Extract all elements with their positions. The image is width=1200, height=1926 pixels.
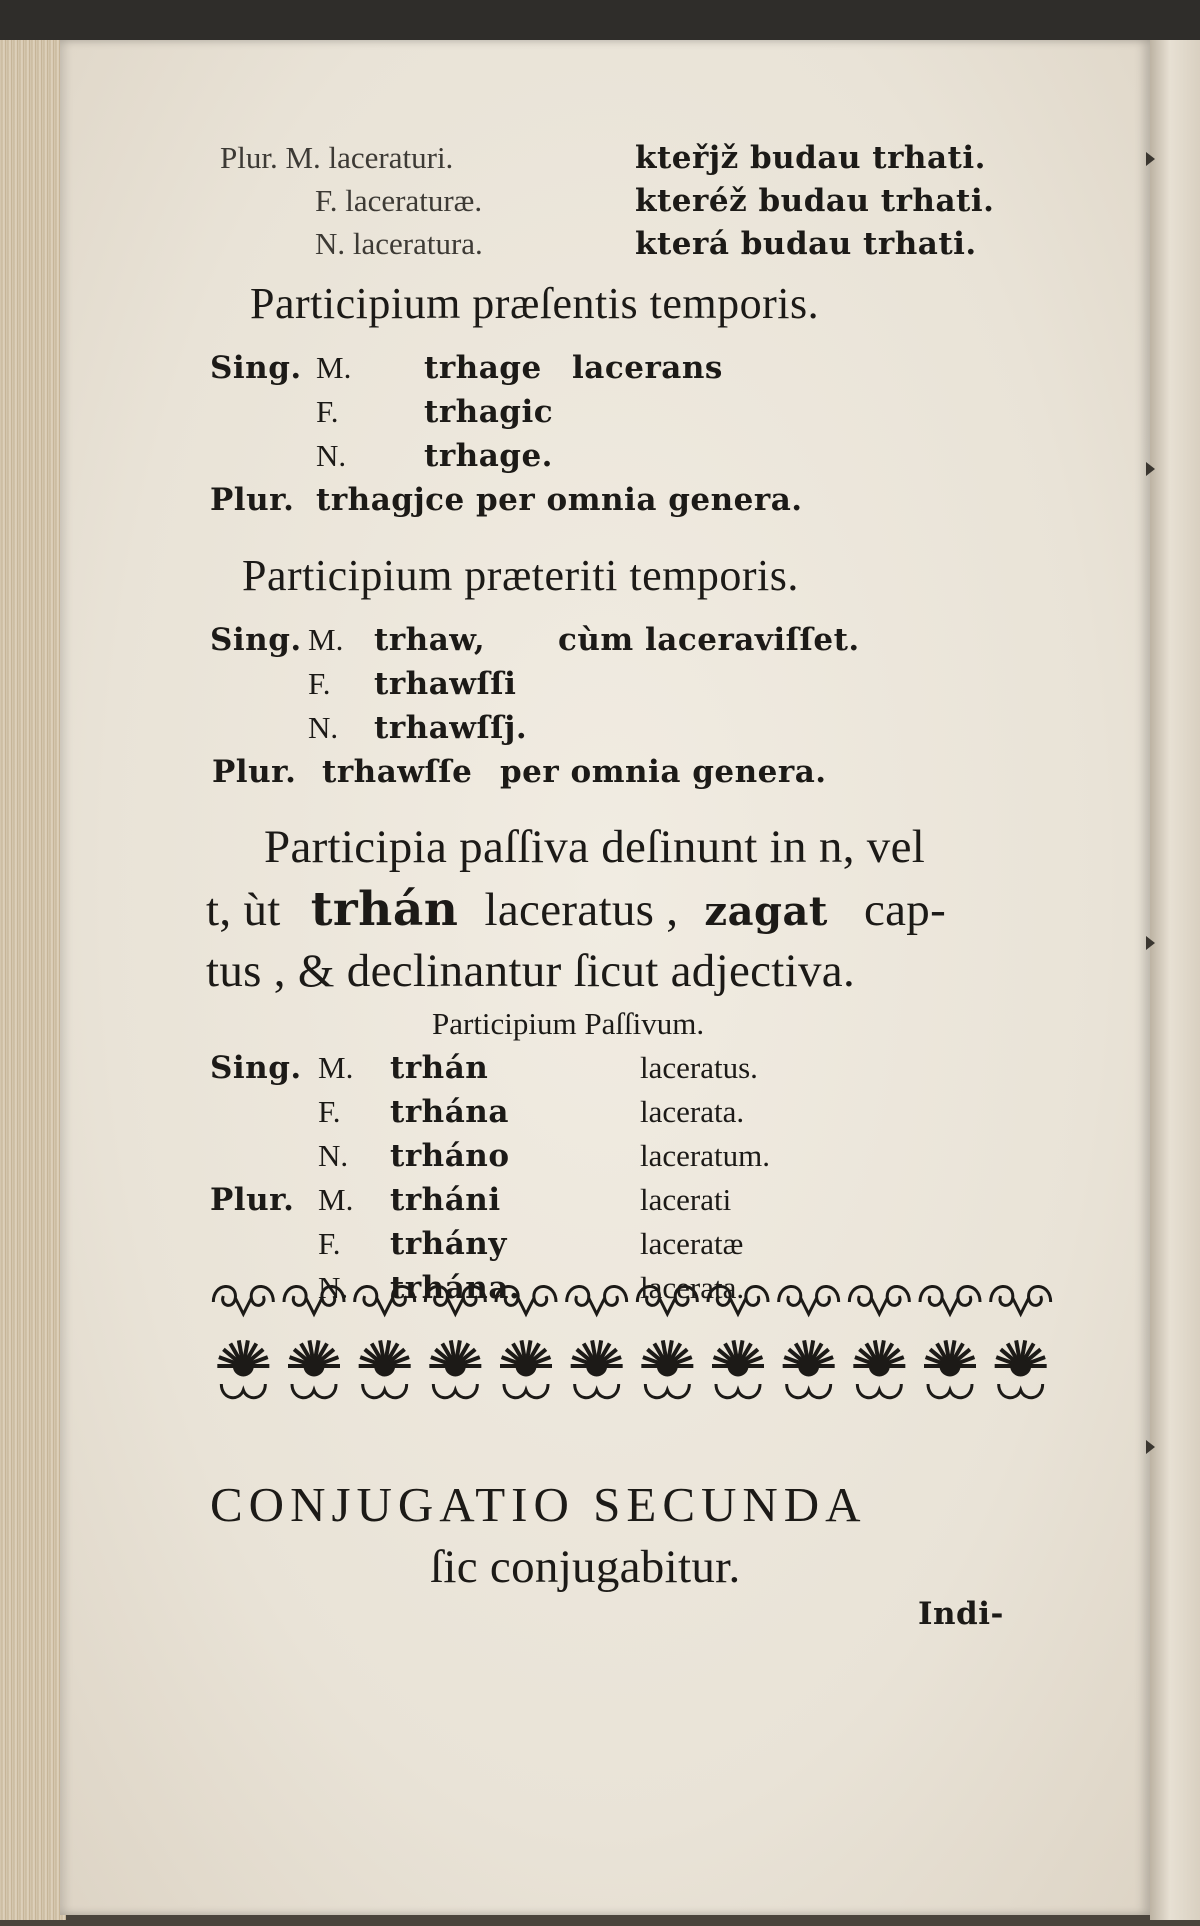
scroll-ornament-icon — [991, 1286, 1051, 1314]
passive-table-heading: Participium Paſſivum. — [432, 1006, 705, 1041]
passive-row-latin: lacerata. — [640, 1094, 745, 1129]
present-m-latin: lacerans — [572, 350, 723, 386]
passiva-zagat: zagat — [704, 888, 828, 935]
rosette-ornament-icon — [853, 1340, 905, 1397]
past-m-form: trhaw, — [374, 622, 486, 658]
rosette-ornament-icon — [924, 1340, 976, 1397]
passive-row-gender: F. — [318, 1226, 341, 1261]
passiva-trhan: trhán — [310, 882, 459, 937]
present-plur-note: per omnia genera. — [476, 482, 803, 518]
conjugatio-title: CONJUGATIO SECUNDA — [210, 1477, 867, 1532]
present-m-label: M. — [316, 350, 352, 385]
present-sing-label: Sing. — [210, 350, 302, 386]
passiva-laceratus: laceratus , — [484, 884, 679, 936]
scroll-ornament-icon — [425, 1286, 485, 1314]
catchword: Indi- — [918, 1596, 1004, 1632]
passive-row-form: trhán — [390, 1050, 489, 1086]
past-plur-form: trhawſſe — [322, 754, 473, 790]
passive-row-form: trhána. — [390, 1270, 521, 1306]
past-n-label: N. — [308, 710, 339, 745]
passive-row-latin: laceratum. — [640, 1138, 770, 1173]
passive-row-gender: N. — [318, 1270, 349, 1305]
page-marker-icon — [1146, 152, 1155, 166]
future-plur-m-label: Plur. M. laceraturi. — [220, 140, 454, 175]
future-f-translation: kteréž budau trhati. — [635, 183, 995, 219]
present-n-form: trhage. — [424, 438, 553, 474]
rosette-ornament-icon — [995, 1340, 1047, 1397]
passive-row-gender: M. — [318, 1182, 354, 1217]
present-n-label: N. — [316, 438, 347, 473]
book-page — [60, 40, 1150, 1915]
rosette-ornament-icon — [217, 1340, 269, 1397]
passiva-line-2 — [206, 882, 946, 937]
scroll-ornament-icon — [284, 1286, 344, 1314]
past-m-latin: cùm laceraviſſet. — [558, 622, 860, 658]
future-n-translation: která budau trhati. — [635, 226, 977, 262]
page-edges — [0, 40, 66, 1920]
future-m-translation: kteřjž budau trhati. — [635, 140, 986, 176]
present-heading: Participium præſentis temporis. — [250, 279, 820, 328]
facing-page-edge — [1150, 40, 1200, 1920]
passive-row-gender: F. — [318, 1094, 341, 1129]
rosette-ornament-icon — [712, 1340, 764, 1397]
scroll-ornament-icon — [779, 1286, 839, 1314]
ornamental-band — [208, 1280, 1056, 1410]
dark-top-border — [0, 0, 1200, 42]
present-m-form: trhage — [424, 350, 542, 386]
future-n-label: N. laceratura. — [315, 226, 483, 261]
passive-row-number: Plur. — [210, 1182, 295, 1218]
passive-row-gender: N. — [318, 1138, 349, 1173]
passive-row-form: trhána — [390, 1094, 509, 1130]
passive-row-form: trhány — [390, 1226, 507, 1262]
scroll-ornament-icon — [637, 1286, 697, 1314]
passive-row-form: trháni — [390, 1182, 501, 1218]
conjugatio-subtitle: ſic conjugabitur. — [430, 1541, 741, 1593]
passive-row-latin: laceratus. — [640, 1050, 758, 1085]
present-f-label: F. — [316, 394, 339, 429]
rosette-ornament-icon — [429, 1340, 481, 1397]
scroll-ornament-icon — [496, 1286, 556, 1314]
passiva-line-3: tus , & declinantur ſicut adjectiva. — [206, 945, 856, 997]
passive-row-latin: laceratæ — [640, 1226, 744, 1261]
past-sing-label: Sing. — [210, 622, 302, 658]
passive-row-gender: M. — [318, 1050, 354, 1085]
rosette-ornament-icon — [359, 1340, 411, 1397]
past-heading: Participium præteriti temporis. — [242, 551, 799, 600]
passiva-t-ut: t, ùt — [206, 884, 281, 936]
rosette-ornament-icon — [288, 1340, 340, 1397]
rosette-ornament-icon — [641, 1340, 693, 1397]
past-plur-label: Plur. — [212, 754, 297, 790]
present-f-form: trhagic — [424, 394, 554, 430]
scroll-ornament-icon — [355, 1286, 415, 1314]
passiva-cap: cap- — [863, 884, 947, 936]
past-n-form: trhawſſj. — [374, 710, 528, 746]
future-f-label: F. laceraturæ. — [315, 183, 483, 218]
passive-row-latin: lacerati — [640, 1182, 732, 1217]
passive-row-latin: lacerata. — [640, 1270, 745, 1305]
passiva-line-1: Participia paſſiva deſinunt in n, vel — [264, 821, 926, 873]
scroll-ornament-icon — [920, 1286, 980, 1314]
past-plur-note: per omnia genera. — [500, 754, 827, 790]
rosette-ornament-icon — [783, 1340, 835, 1397]
passive-row-form: trháno — [390, 1138, 510, 1174]
passive-row-number: Sing. — [210, 1050, 302, 1086]
rosette-ornament-icon — [500, 1340, 552, 1397]
page-marker-icon — [1146, 936, 1155, 950]
past-m-label: M. — [308, 622, 344, 657]
present-plur-form: trhagjce — [316, 482, 465, 518]
scroll-ornament-icon — [213, 1286, 273, 1314]
scroll-ornament-icon — [849, 1286, 909, 1314]
scroll-ornament-icon — [708, 1286, 768, 1314]
scroll-ornament-icon — [567, 1286, 627, 1314]
page-marker-icon — [1146, 1440, 1155, 1454]
past-f-form: trhawſſi — [374, 666, 517, 702]
present-plur-label: Plur. — [210, 482, 295, 518]
rosette-ornament-icon — [571, 1340, 623, 1397]
past-f-label: F. — [308, 666, 331, 701]
page-marker-icon — [1146, 462, 1155, 476]
